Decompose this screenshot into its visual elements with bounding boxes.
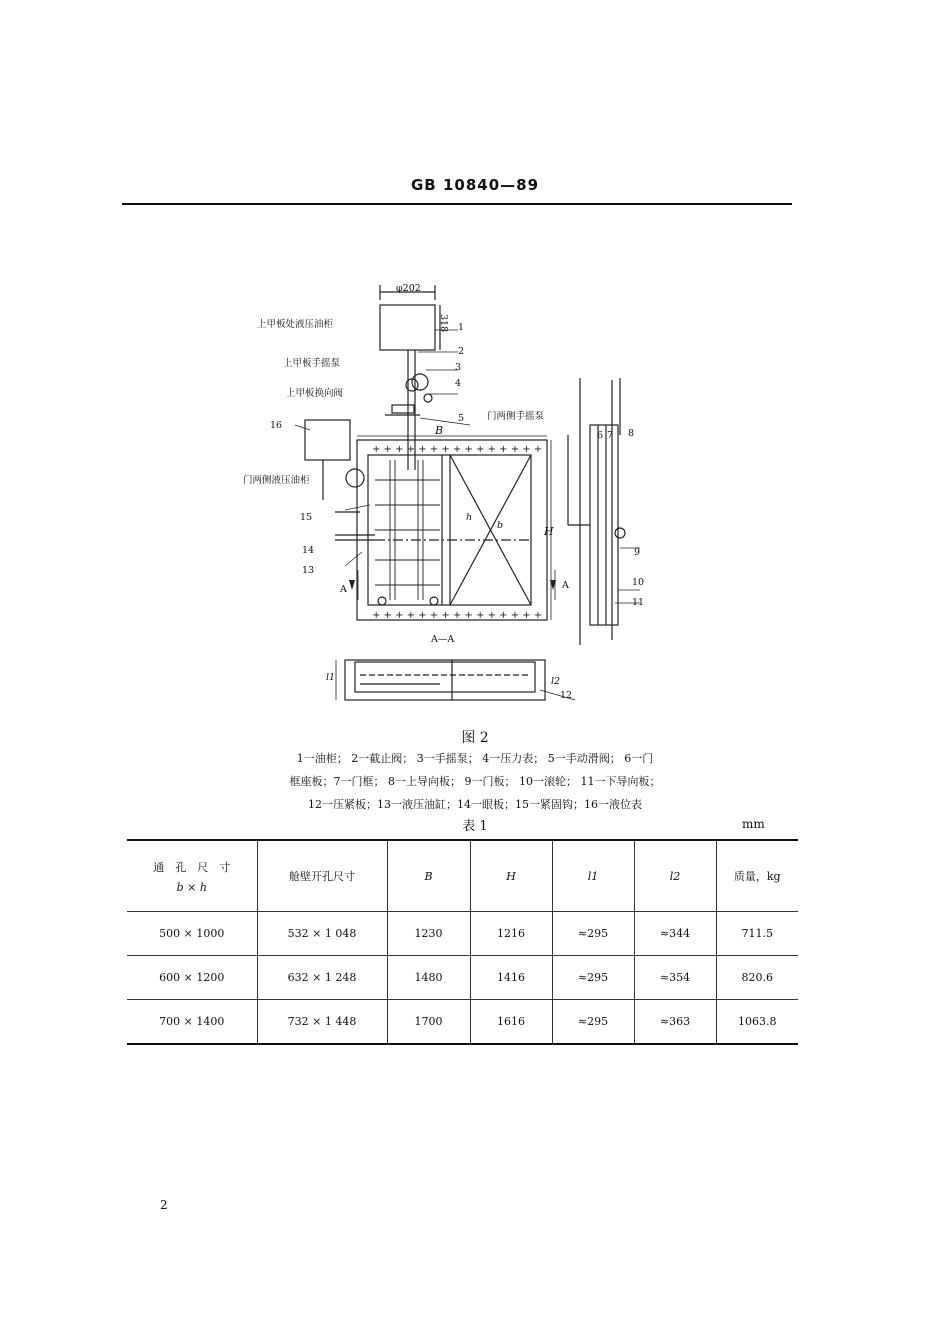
table-cell: 820.6 xyxy=(716,956,798,1000)
figure-title: 图 2 xyxy=(461,730,489,746)
section-aa xyxy=(345,660,545,700)
table-cell: 1416 xyxy=(470,956,552,1000)
part-number: 2 xyxy=(458,346,465,357)
dim-diameter: φ202 xyxy=(396,283,421,294)
table-cell: 700 × 1400 xyxy=(127,1000,257,1045)
svg-text:+ + + + + + + + + + + + + + +: + + + + + + + + + + + + + + + xyxy=(372,610,543,621)
table-title: 表 1 xyxy=(462,819,488,834)
svg-text:+ + + + + + + + + + + + + + +: + + + + + + + + + + + + + + + xyxy=(372,444,543,455)
figure-caption-line: 框座板；7一门框； 8一上导向板； 9一门板； 10一滚轮； 11一下导向板； xyxy=(289,775,661,788)
part-number: 1 xyxy=(458,322,465,333)
part-number: 14 xyxy=(302,545,315,556)
part-number: 10 xyxy=(632,577,645,588)
table-cell: 632 × 1 248 xyxy=(257,956,387,1000)
section-mark-left: A xyxy=(340,584,347,595)
dim-l2: l2 xyxy=(551,676,561,687)
part-number: 15 xyxy=(300,512,313,523)
header-label: b × h xyxy=(176,880,207,894)
dim-b: b xyxy=(497,520,504,531)
section-title: A—A xyxy=(431,634,455,645)
figure-caption-line: 12一压紧板；13一液压油缸；14一眼板；15一紧固钩；16一液位表 xyxy=(308,798,642,811)
label-side-pump: 门两侧手摇泵 xyxy=(487,411,545,422)
table-row xyxy=(127,956,798,1000)
table-cell: 711.5 xyxy=(716,912,798,956)
table-cell: 1230 xyxy=(387,912,470,956)
table-cell: 1063.8 xyxy=(716,1000,798,1045)
header-cell xyxy=(127,840,257,912)
header-cell: H xyxy=(470,840,552,912)
table-unit: mm xyxy=(742,817,765,831)
table-cell: ≈295 xyxy=(552,956,634,1000)
table-cell: 1616 xyxy=(470,1000,552,1045)
header-cell: 质量，kg xyxy=(716,840,798,912)
part-number: 12 xyxy=(560,690,573,701)
table-cell: 732 × 1 448 xyxy=(257,1000,387,1045)
table-cell: 500 × 1000 xyxy=(127,912,257,956)
section-mark-right: A xyxy=(562,580,569,591)
part-number: 4 xyxy=(455,378,462,389)
header-label: 通 孔 尺 寸 xyxy=(153,860,231,874)
header-cell: B xyxy=(387,840,470,912)
table-header-row xyxy=(127,840,798,912)
document-header: GB 10840—89 xyxy=(410,176,540,194)
table-cell: 600 × 1200 xyxy=(127,956,257,1000)
table-cell: 1700 xyxy=(387,1000,470,1045)
label-upper-tank: 上甲板处液压油柜 xyxy=(257,319,334,330)
part-number: 16 xyxy=(270,420,283,431)
dim-l1: l1 xyxy=(326,672,336,683)
table-cell: ≈363 xyxy=(634,1000,716,1045)
header-cell: l1 xyxy=(552,840,634,912)
table-cell: 1216 xyxy=(470,912,552,956)
page-number: 2 xyxy=(160,1198,168,1212)
table-cell: 1480 xyxy=(387,956,470,1000)
header-cell: l2 xyxy=(634,840,716,912)
label-upper-pump: 上甲板手摇泵 xyxy=(283,358,341,369)
data-table xyxy=(127,839,798,1045)
table-cell: ≈295 xyxy=(552,912,634,956)
table-row xyxy=(127,1000,798,1045)
label-side-tank: 门两侧液压油柜 xyxy=(243,475,310,486)
table-cell: ≈295 xyxy=(552,1000,634,1045)
part-number: 8 xyxy=(628,428,635,439)
dim-H: H xyxy=(544,525,554,538)
dim-B: B xyxy=(435,424,444,437)
part-number: 7 xyxy=(607,430,614,441)
table-cell: 532 × 1 048 xyxy=(257,912,387,956)
dim-height: 318 xyxy=(438,314,449,333)
table-cell: ≈344 xyxy=(634,912,716,956)
figure-caption-line: 1一油柜； 2一截止阀； 3一手摇泵； 4一压力表； 5一手动滑阀； 6一门 xyxy=(296,752,654,765)
part-number: 3 xyxy=(455,362,462,373)
label-upper-valve: 上甲板换向阀 xyxy=(286,388,344,399)
table-cell: ≈354 xyxy=(634,956,716,1000)
part-number: 11 xyxy=(632,597,645,608)
header-cell: 舱壁开孔尺寸 xyxy=(257,840,387,912)
part-number: 5 xyxy=(458,413,465,424)
table-row xyxy=(127,912,798,956)
part-number: 6 xyxy=(597,430,604,441)
part-number: 13 xyxy=(302,565,315,576)
upper-oil-tank xyxy=(380,305,435,350)
part-number: 9 xyxy=(634,547,641,558)
side-oil-tank xyxy=(305,420,350,460)
side-view xyxy=(590,425,618,625)
dim-h: h xyxy=(466,512,473,523)
